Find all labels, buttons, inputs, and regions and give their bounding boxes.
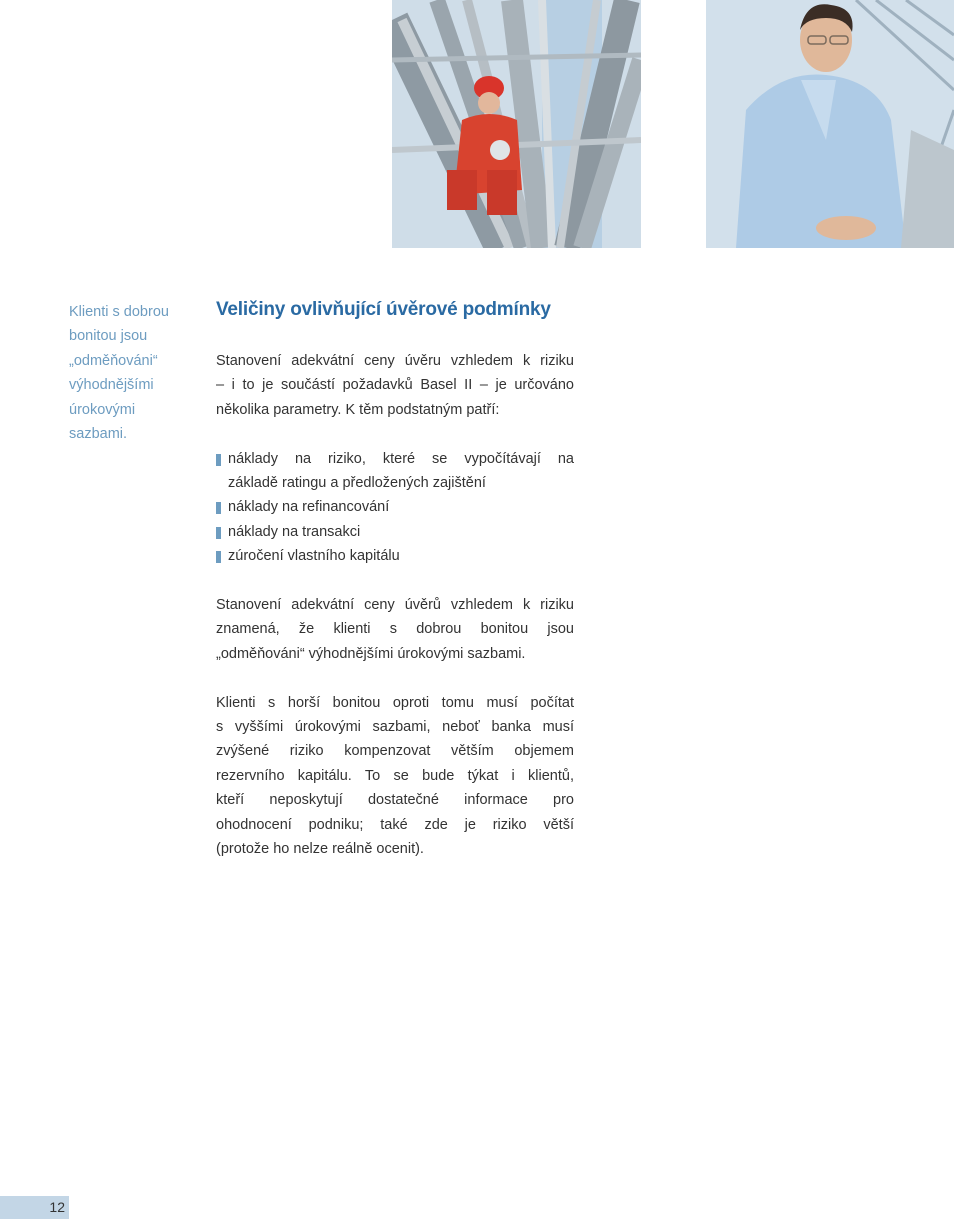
intro-paragraph (216, 349, 574, 422)
paragraph-line: s vyššími úrokovými sazbami, neboť banka musí (216, 719, 574, 736)
paragraph-line: kteří neposkytují dostatečné informace pro (216, 792, 574, 809)
bullet-marker-icon (216, 551, 221, 563)
list-item-line: náklady na riziko, které se vypočítávají na (228, 450, 574, 467)
intro-line: Stanovení adekvátní ceny úvěru vzhledem k riziku (216, 353, 574, 369)
page-number: 12 (0, 1196, 69, 1219)
bullet-marker-icon (216, 454, 221, 466)
paragraph-line: Stanovení adekvátní ceny úvěrů vzhledem k riziku (216, 597, 574, 614)
paragraph-line: zvýšené riziko kompenzovat větším objemem (216, 743, 574, 760)
margin-note-line: sazbami. (69, 426, 128, 443)
margin-note-line: výhodnějšími (69, 377, 154, 394)
lower-bonity-paragraph (216, 691, 574, 862)
section-heading: Veličiny ovlivňující úvěrové podmínky (216, 299, 551, 320)
margin-note-line: bonitou jsou (69, 328, 148, 345)
intro-line: – i to je součástí požadavků Basel II – je určováno (216, 377, 574, 394)
paragraph-line: (protože ho nelze reálně ocenit). (216, 841, 424, 858)
pricing-paragraph (216, 593, 574, 666)
list-item (216, 520, 574, 544)
bullet-marker-icon (216, 527, 221, 539)
list-item-line: náklady na refinancování (228, 499, 390, 516)
paragraph-line: znamená, že klienti s dobrou bonitou jsou (216, 621, 574, 638)
paragraph-line: Klienti s horší bonitou oproti tomu musí počítat (216, 694, 574, 711)
cost-factors-list (216, 447, 574, 569)
margin-note-line: Klienti s dobrou (69, 304, 169, 320)
list-item (216, 544, 574, 568)
list-item-line: základě ratingu a předložených zajištění (228, 475, 486, 492)
industrial-pipes-photo (392, 0, 641, 248)
man-with-laptop-photo (706, 0, 954, 248)
main-column (216, 296, 574, 886)
intro-line: několika parametry. K těm podstatným patří: (216, 401, 500, 418)
paragraph-line: rezervního kapitálu. To se bude týkat i klientů, (216, 767, 574, 784)
bullet-marker-icon (216, 502, 221, 514)
list-item (216, 447, 574, 496)
paragraph-line: ohodnocení podniku; také zde je riziko větší (216, 816, 574, 833)
margin-note (69, 300, 199, 446)
list-item (216, 495, 574, 519)
margin-note-line: „odměňováni“ (69, 352, 158, 369)
list-item-line: náklady na transakci (228, 523, 361, 540)
paragraph-line: „odměňováni“ výhodnějšími úrokovými sazbami. (216, 645, 526, 662)
margin-note-line: úrokovými (69, 401, 136, 418)
list-item-line: zúročení vlastního kapitálu (228, 548, 400, 565)
